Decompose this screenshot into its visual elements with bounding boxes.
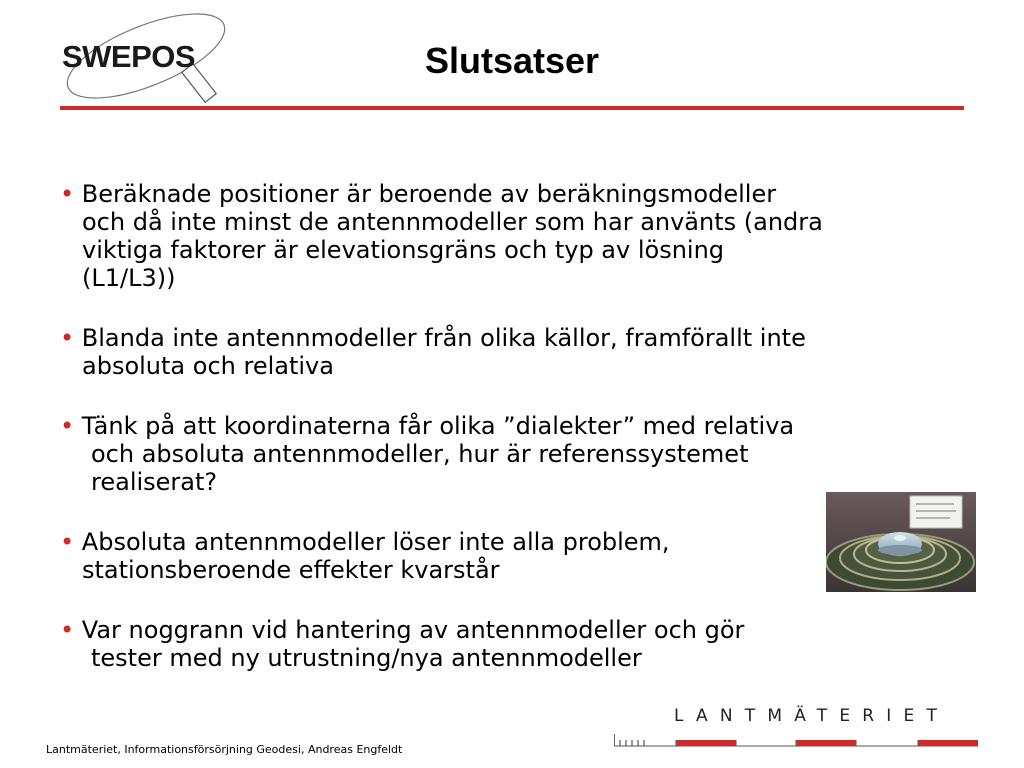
- bullet-text: Blanda inte antennmodeller från olika källor, framförallt inte: [81, 324, 806, 352]
- bullet-text: stationsberoende effekter kvarstår: [82, 556, 500, 584]
- title-divider: [60, 106, 964, 110]
- bullet-dot: •: [60, 528, 75, 556]
- bullet-item: [60, 180, 980, 292]
- bullet-dot: •: [60, 324, 75, 352]
- page-title: Slutsatser: [424, 40, 600, 81]
- bullet-text: realiserat?: [91, 468, 218, 496]
- logo-text: SWEPOS: [62, 39, 196, 74]
- bullet-text: tester med ny utrustning/nya antennmodeller: [91, 644, 642, 672]
- bullet-text: Var noggrann vid hantering av antennmodeller och gör: [81, 616, 745, 644]
- lantmateriet-scale-bar: [614, 732, 980, 750]
- bullet-item: [60, 616, 980, 672]
- bullet-text: Absoluta antennmodeller löser inte alla problem,: [81, 528, 670, 556]
- bullet-item: [60, 412, 980, 496]
- bullet-text: (L1/L3)): [82, 264, 176, 292]
- bullet-text: viktiga faktorer är elevationsgräns och typ av lösning: [82, 236, 725, 264]
- bullet-dot: •: [60, 412, 75, 440]
- bullet-text: absoluta och relativa: [82, 352, 334, 380]
- bullet-text: Beräknade positioner är beroende av beräkningsmodeller: [81, 180, 777, 208]
- bullet-list: [60, 180, 980, 704]
- bullet-item: [60, 324, 980, 380]
- footer-text: Lantmäteriet, Informationsförsörjning Geodesi, Andreas Engfeldt: [46, 743, 403, 756]
- bullet-dot: •: [60, 616, 75, 644]
- bullet-text: Tänk på att koordinaterna får olika ”dialekter” med relativa: [81, 412, 795, 440]
- bullet-dot: •: [60, 180, 75, 208]
- lantmateriet-logo-text: LANTMÄTERIET: [674, 706, 950, 726]
- antenna-photo: [826, 492, 976, 592]
- bullet-text: och då inte minst de antennmodeller som har använts (andra: [82, 208, 823, 236]
- bullet-text: och absoluta antennmodeller, hur är referenssystemet: [91, 440, 749, 468]
